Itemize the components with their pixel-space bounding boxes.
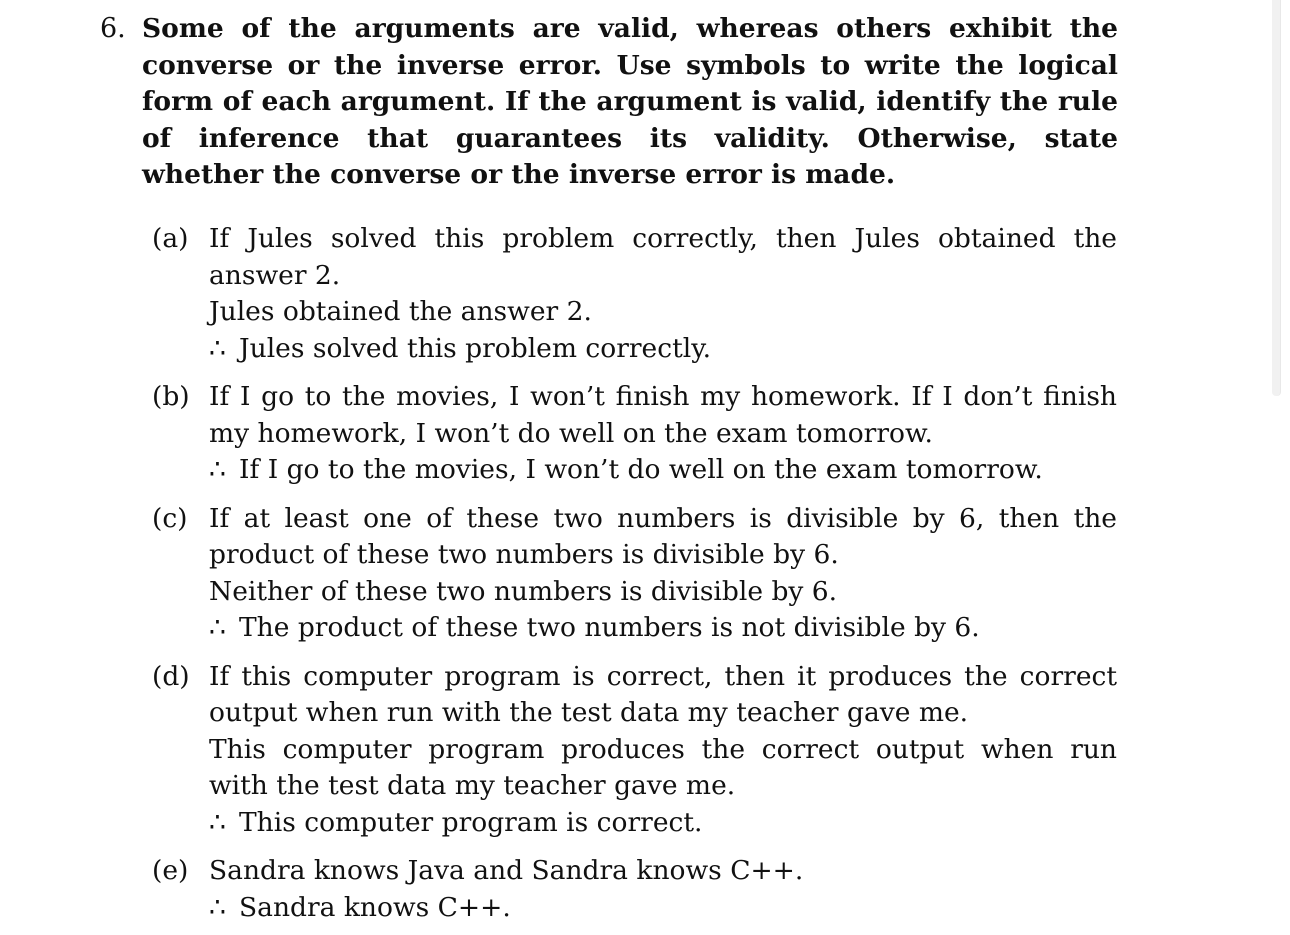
conclusion-line [209, 610, 1117, 647]
conclusion: Sandra knows C++. [239, 891, 511, 923]
argument-d [100, 659, 1120, 842]
argument-e [100, 853, 1120, 926]
premise: If I go to the movies, I won’t finish my homework. If I don’t finish my homework, I won’t do well on the exam tomorrow. [209, 381, 1117, 449]
problem-number: 6. [100, 13, 126, 44]
premise: Sandra knows Java and Sandra knows C++. [209, 855, 804, 886]
argument-label: (d) [152, 660, 190, 692]
therefore-symbol: ∴ [209, 806, 226, 838]
argument-body [209, 501, 1117, 647]
premise: If Jules solved this problem correctly, then Jules obtained the answer 2. [209, 223, 1117, 291]
premise: If at least one of these two numbers is divisible by 6, then the product of these two numbers is divisible by 6. [209, 502, 1117, 570]
therefore-symbol: ∴ [209, 332, 226, 364]
conclusion: The product of these two numbers is not divisible by 6. [239, 612, 980, 643]
argument-label: (a) [152, 223, 189, 254]
conclusion: If I go to the movies, I won’t do well on the exam tomorrow. [239, 454, 1043, 485]
conclusion: This computer program is correct. [239, 806, 703, 838]
argument-label: (c) [152, 502, 188, 534]
conclusion-line [209, 890, 1117, 927]
argument-body [209, 853, 1117, 926]
argument-label: (e) [152, 855, 189, 886]
premise: If this computer program is correct, then it produces the correct output when run with the test data my teacher gave me. [209, 660, 1117, 728]
conclusion-line [209, 452, 1117, 489]
argument-b [100, 379, 1120, 489]
argument-body [209, 659, 1117, 842]
therefore-symbol: ∴ [209, 454, 226, 485]
therefore-symbol: ∴ [209, 891, 226, 923]
problem-prompt: Some of the arguments are valid, whereas others exhibit the converse or the inverse error. Use symbols to write the logical form of each argument. If the argument is valid, identify the rule of inference that guarantees its validity. Otherwise, state whether the converse or the inverse error is made. [142, 13, 1118, 190]
argument-label: (b) [152, 381, 190, 412]
conclusion-line [209, 331, 1117, 368]
conclusion-line [209, 805, 1117, 842]
argument-body [209, 379, 1117, 489]
premise: Jules obtained the answer 2. [209, 296, 592, 327]
argument-a [100, 221, 1120, 367]
conclusion: Jules solved this problem correctly. [239, 332, 712, 364]
argument-body [209, 221, 1117, 367]
scrollbar[interactable] [1272, 0, 1281, 396]
premise: Neither of these two numbers is divisible by 6. [209, 575, 838, 607]
argument-list [100, 221, 1120, 926]
therefore-symbol: ∴ [209, 612, 226, 643]
premise: This computer program produces the correct output when run with the test data my teacher gave me. [209, 733, 1117, 801]
argument-c [100, 501, 1120, 647]
